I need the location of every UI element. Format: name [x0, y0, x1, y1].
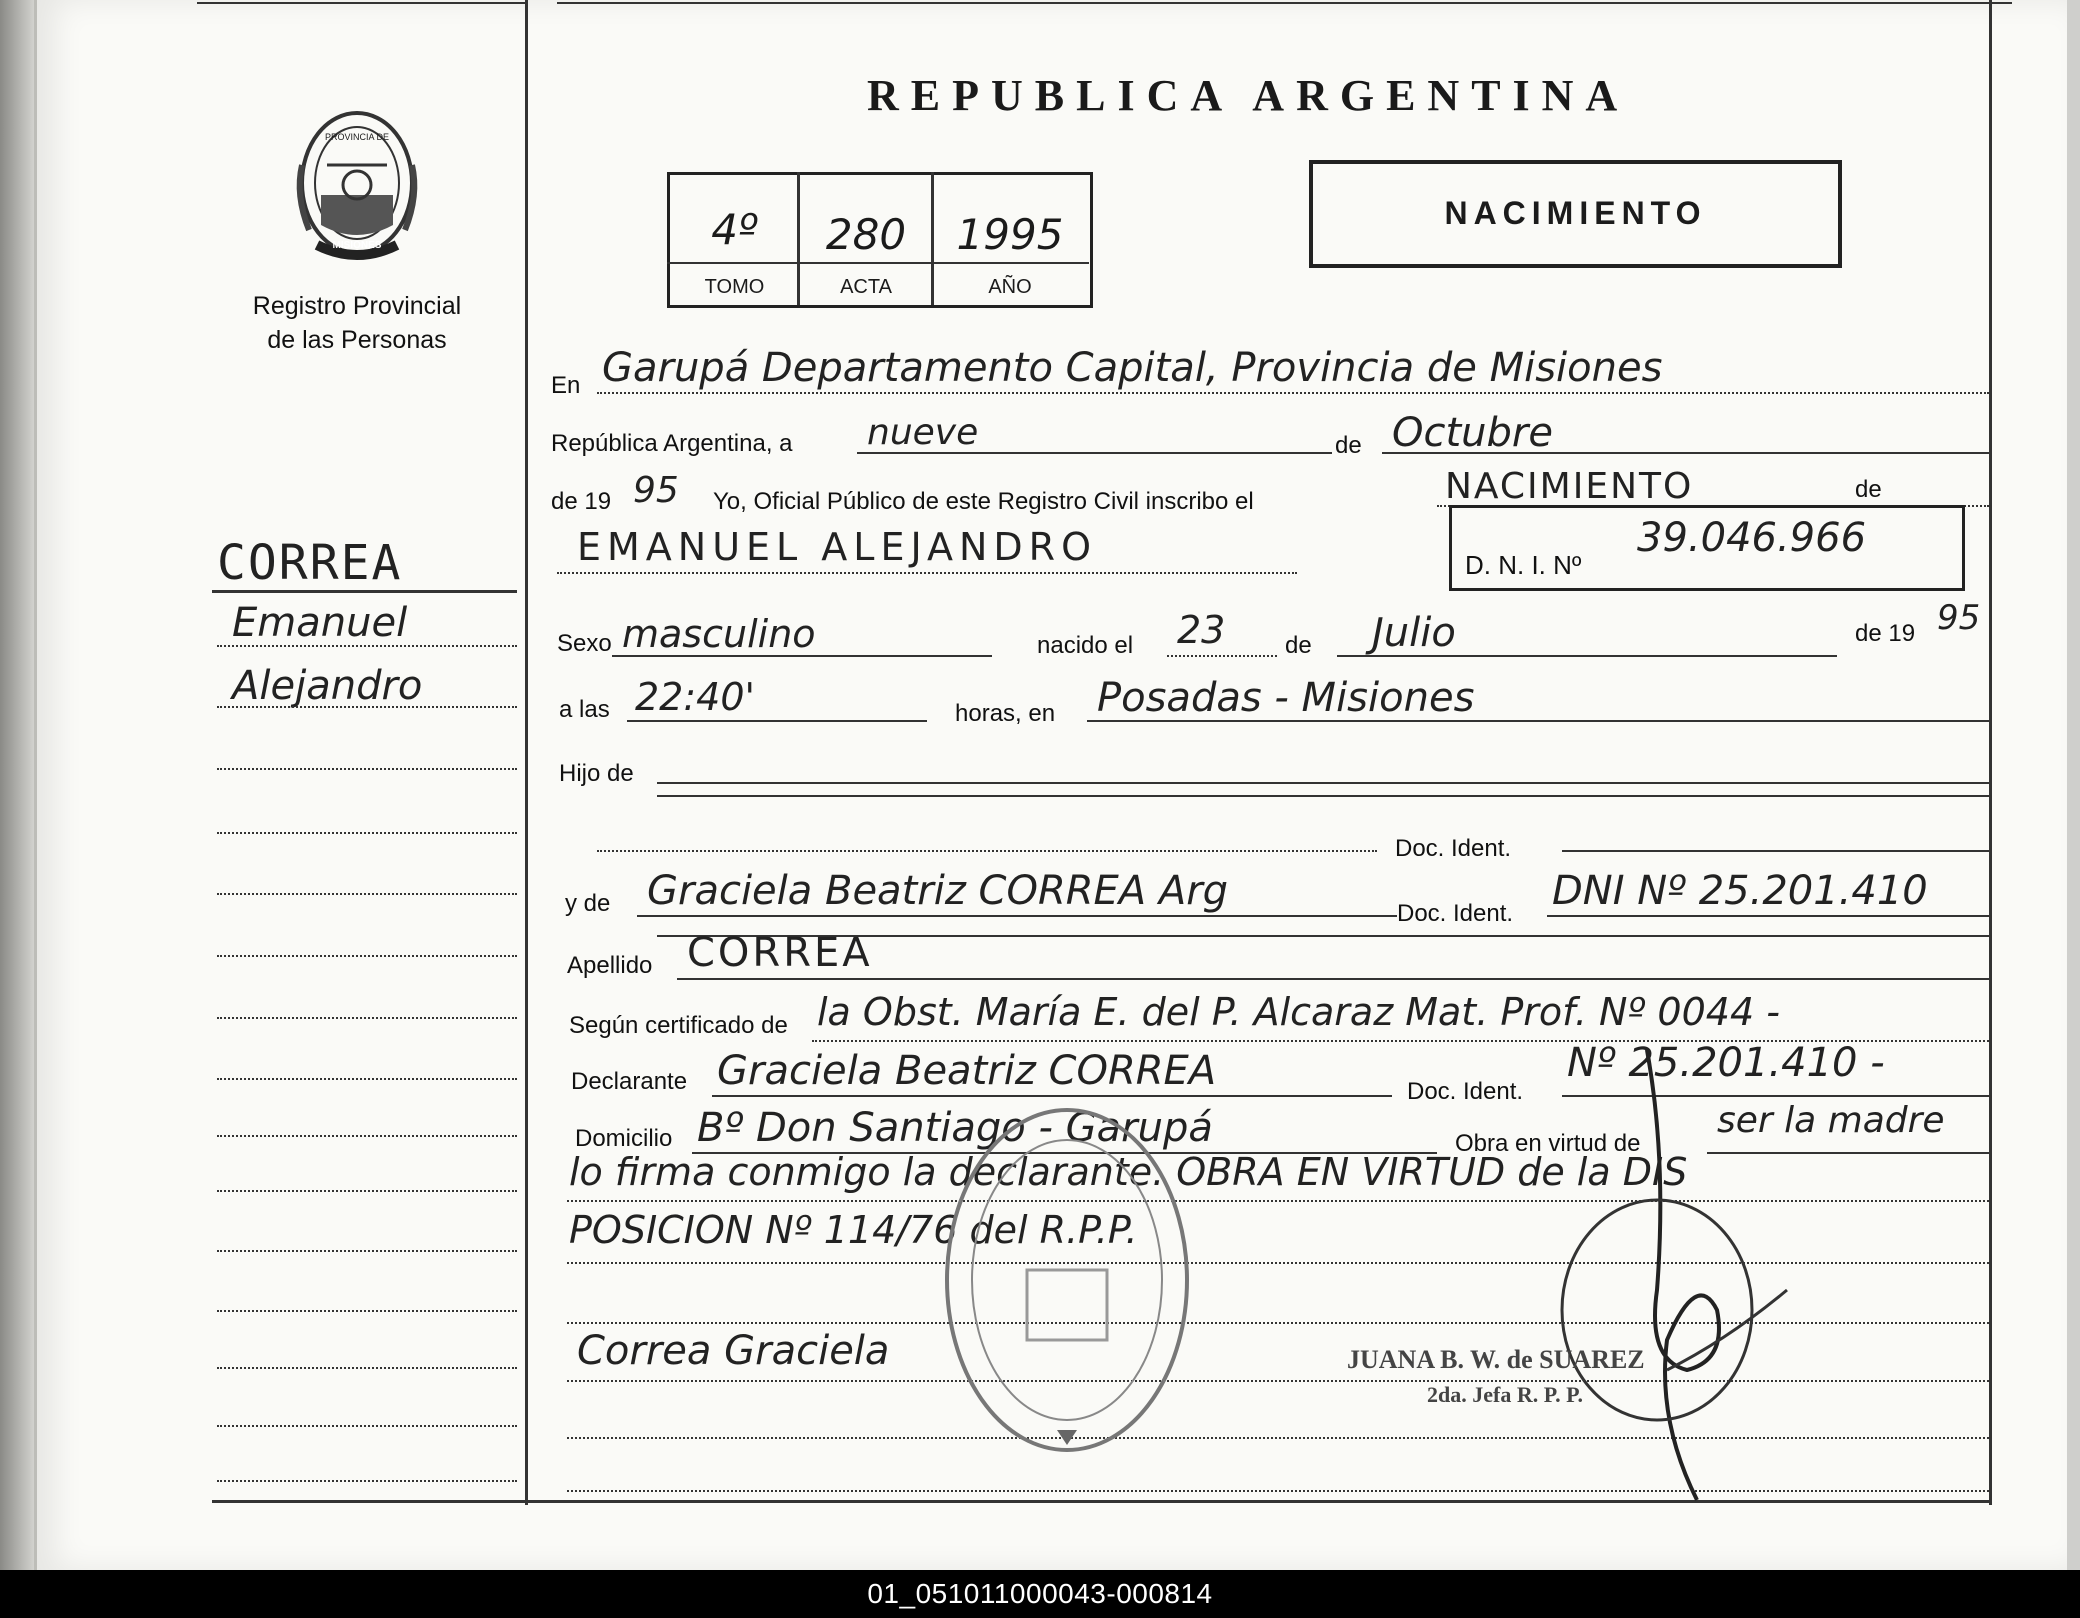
republica-label: República Argentina, a — [551, 430, 793, 457]
record-divider-1 — [797, 172, 800, 305]
nacido-label: nacido el — [1037, 632, 1134, 659]
binding-spine — [0, 0, 34, 1570]
birth-day-line — [1167, 655, 1277, 657]
mother-name: Graciela Beatriz CORREA Arg — [647, 868, 1229, 914]
child-name-line — [557, 572, 1297, 574]
father-doc-line — [1562, 850, 1989, 852]
margin-line — [217, 1425, 517, 1427]
registry-name-line2: de las Personas — [267, 326, 447, 354]
anio-label: AÑO — [988, 276, 1032, 298]
dni-value: 39.046.966 — [1637, 515, 1867, 561]
month-line — [1382, 452, 1989, 454]
official-title: 2da. Jefa R. P. P. — [1427, 1382, 1584, 1407]
birth-place-line — [1087, 720, 1989, 722]
domicilio-value: Bº Don Santiago - Garupá — [697, 1105, 1213, 1151]
margin-divider — [525, 0, 528, 1505]
apellido-label: Apellido — [567, 952, 653, 979]
margin-line — [217, 1310, 517, 1312]
birth-month-line — [1337, 655, 1837, 657]
margin-line — [217, 955, 517, 957]
de-label-2: de — [1855, 476, 1882, 503]
birth-year-prefix: de 19 — [1855, 620, 1916, 647]
margin-line — [217, 832, 517, 834]
coat-label-top: PROVINCIA DE — [324, 132, 389, 142]
mother-doc: DNI Nº 25.201.410 — [1552, 868, 1928, 914]
obra-label: Obra en virtud de — [1455, 1130, 1641, 1157]
registry-name-line1: Registro Provincial — [252, 292, 462, 320]
month-value: Octubre — [1392, 410, 1553, 456]
margin-line — [217, 893, 517, 895]
obra-value: ser la madre — [1717, 1100, 1945, 1141]
margin-line — [217, 1078, 517, 1080]
note-line-1: lo firma conmigo la declarante. OBRA EN VIRTUD de la DIS — [569, 1150, 1688, 1194]
margin-surname: CORREA — [217, 535, 403, 591]
yo-text: Yo, Oficial Público de este Registro Civil inscribo el — [713, 488, 1254, 515]
registry-seal-icon — [937, 1100, 1197, 1460]
de-label: de — [1335, 432, 1362, 459]
inscription-type: NACIMIENTO — [1445, 466, 1694, 507]
day-line — [857, 452, 1332, 454]
birth-time-line — [627, 720, 927, 722]
child-name: EMANUEL ALEJANDRO — [577, 525, 1097, 569]
year-prefix: de 19 — [551, 488, 612, 515]
doc-ident-label: Doc. Ident. — [1395, 835, 1512, 862]
margin-second-name: Alejandro — [232, 663, 423, 709]
right-border — [1989, 0, 1992, 1505]
father-line — [657, 782, 1989, 784]
alas-label: a las — [559, 696, 610, 723]
declarante-line — [712, 1095, 1392, 1097]
margin-line — [217, 1190, 517, 1192]
record-label-rule — [667, 262, 1089, 264]
sexo-label: Sexo — [557, 630, 612, 657]
margin-line — [217, 1250, 517, 1252]
margin-line — [217, 645, 517, 647]
official-name: JUANA B. W. de SUAREZ — [1347, 1345, 1645, 1374]
yde-label: y de — [565, 890, 611, 917]
father-line-2 — [657, 795, 1989, 797]
birth-year-suffix: 95 — [1937, 598, 1981, 638]
en-label: En — [551, 372, 581, 399]
official-signature-icon — [1547, 1040, 1807, 1510]
birth-month: Julio — [1372, 610, 1456, 656]
sexo-value: masculino — [622, 612, 816, 656]
father-line-3 — [597, 850, 1377, 852]
birth-day: 23 — [1177, 608, 1226, 652]
de-label-3: de — [1285, 632, 1312, 659]
document-title: REPUBLICA ARGENTINA — [867, 71, 1630, 120]
file-id-footer: 01_051011000043-000814 — [0, 1570, 2080, 1618]
anio-value: 1995 — [956, 210, 1064, 259]
domicilio-label: Domicilio — [575, 1125, 673, 1152]
declarante-doc: Nº 25.201.410 - — [1567, 1040, 1885, 1086]
doc-ident-label-3: Doc. Ident. — [1407, 1078, 1524, 1105]
margin-line — [217, 1480, 517, 1482]
hijo-label: Hijo de — [559, 760, 634, 787]
horas-label: horas, en — [955, 700, 1056, 727]
year-suffix: 95 — [633, 470, 679, 511]
margin-surname-rule — [212, 590, 517, 593]
record-divider-2 — [931, 172, 934, 305]
document-sheet — [34, 0, 2067, 1570]
birth-place: Posadas - Misiones — [1097, 675, 1475, 721]
place-line — [597, 392, 1989, 394]
segun-value: la Obst. María E. del P. Alcaraz Mat. Prof. Nº 0044 - — [817, 990, 1780, 1034]
margin-line — [217, 1017, 517, 1019]
tomo-label: TOMO — [704, 276, 765, 298]
top-rule-right — [557, 2, 2012, 4]
birth-time: 22:40' — [635, 675, 755, 719]
place-value: Garupá Departamento Capital, Provincia de Misiones — [602, 345, 1663, 391]
dni-label: D. N. I. Nº — [1465, 550, 1582, 580]
tomo-value: 4º — [711, 205, 758, 254]
top-rule-left — [197, 2, 527, 4]
declarante-value: Graciela Beatriz CORREA — [717, 1048, 1217, 1094]
day-value: nueve — [867, 412, 979, 453]
margin-line — [217, 706, 517, 708]
margin-line — [217, 768, 517, 770]
acta-value: 280 — [825, 210, 907, 259]
margin-line — [217, 1135, 517, 1137]
act-type-label: NACIMIENTO — [1444, 195, 1707, 231]
doc-ident-label-2: Doc. Ident. — [1397, 900, 1514, 927]
margin-line — [217, 1367, 517, 1369]
coat-label-bottom: MISIONES — [332, 240, 382, 251]
sexo-line — [612, 655, 992, 657]
mother-name-line — [637, 915, 1397, 917]
margin-first-name: Emanuel — [232, 600, 408, 646]
mother-doc-line — [1547, 915, 1989, 917]
declarant-signature: Correa Graciela — [577, 1328, 890, 1374]
apellido-line — [677, 978, 1989, 980]
segun-label: Según certificado de — [569, 1012, 788, 1039]
acta-label: ACTA — [840, 276, 892, 298]
note-line-2: POSICION Nº 114/76 del R.P.P. — [569, 1208, 1138, 1252]
declarante-label: Declarante — [571, 1068, 688, 1095]
apellido-value: CORREA — [687, 930, 873, 976]
